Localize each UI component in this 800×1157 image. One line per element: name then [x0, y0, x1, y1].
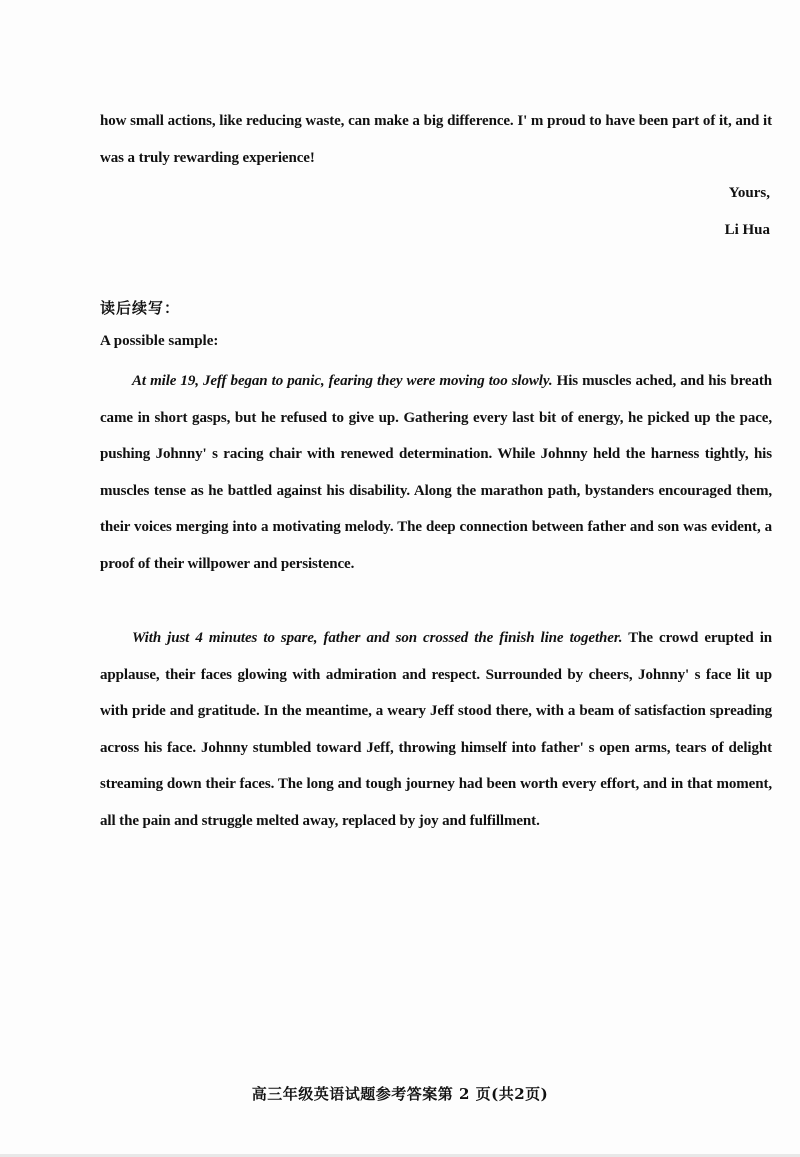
paragraph-1-body: His muscles ached, and his breath came in short gasps, but he refused to give up. Gathering every last bit of energy, he picked up the pace, pushing Johnny' s racing chair with renewed determination. While Johnny held the harness tightly, his muscles tense as he battled against his disability. Along the marathon path, bystanders encouraged them, their voices merging into a motivating melody. The deep connection between father and son was evident, a proof of their willpower and persistence.	[100, 373, 772, 572]
paragraph-2-lead-sentence: With just 4 minutes to spare, father and son crossed the finish line together.	[132, 630, 623, 646]
paragraph-1-lead-sentence: At mile 19, Jeff began to panic, fearing they were moving too slowly.	[132, 373, 553, 389]
section-heading: 读后续写：	[100, 299, 181, 317]
sample-paragraph-2	[100, 620, 772, 839]
sample-label: A possible sample:	[100, 333, 219, 349]
letter-closing: Yours,	[728, 185, 770, 201]
paragraph-2-body: The crowd erupted in applause, their faces glowing with admiration and respect. Surrounded by cheers, Johnny' s face lit up with pride and gratitude. In the meantime, a weary Jeff stood there, with a beam of satisfaction spreading across his face. Johnny stumbled toward Jeff, throwing himself into father' s open arms, tears of delight streaming down their faces. The long and tough journey had been worth every effort, and in that moment, all the pain and struggle melted away, replaced by joy and fulfillment.	[100, 630, 773, 829]
letter-signature: Li Hua	[724, 222, 770, 238]
sample-paragraph-1	[100, 363, 772, 582]
letter-closing-paragraph: how small actions, like reducing waste, can make a big difference. I' m proud to have been part of it, and it was a truly rewarding experience!	[100, 113, 772, 166]
page-footer: 高三年级英语试题参考答案第 2 页(共2页)	[251, 1085, 549, 1103]
